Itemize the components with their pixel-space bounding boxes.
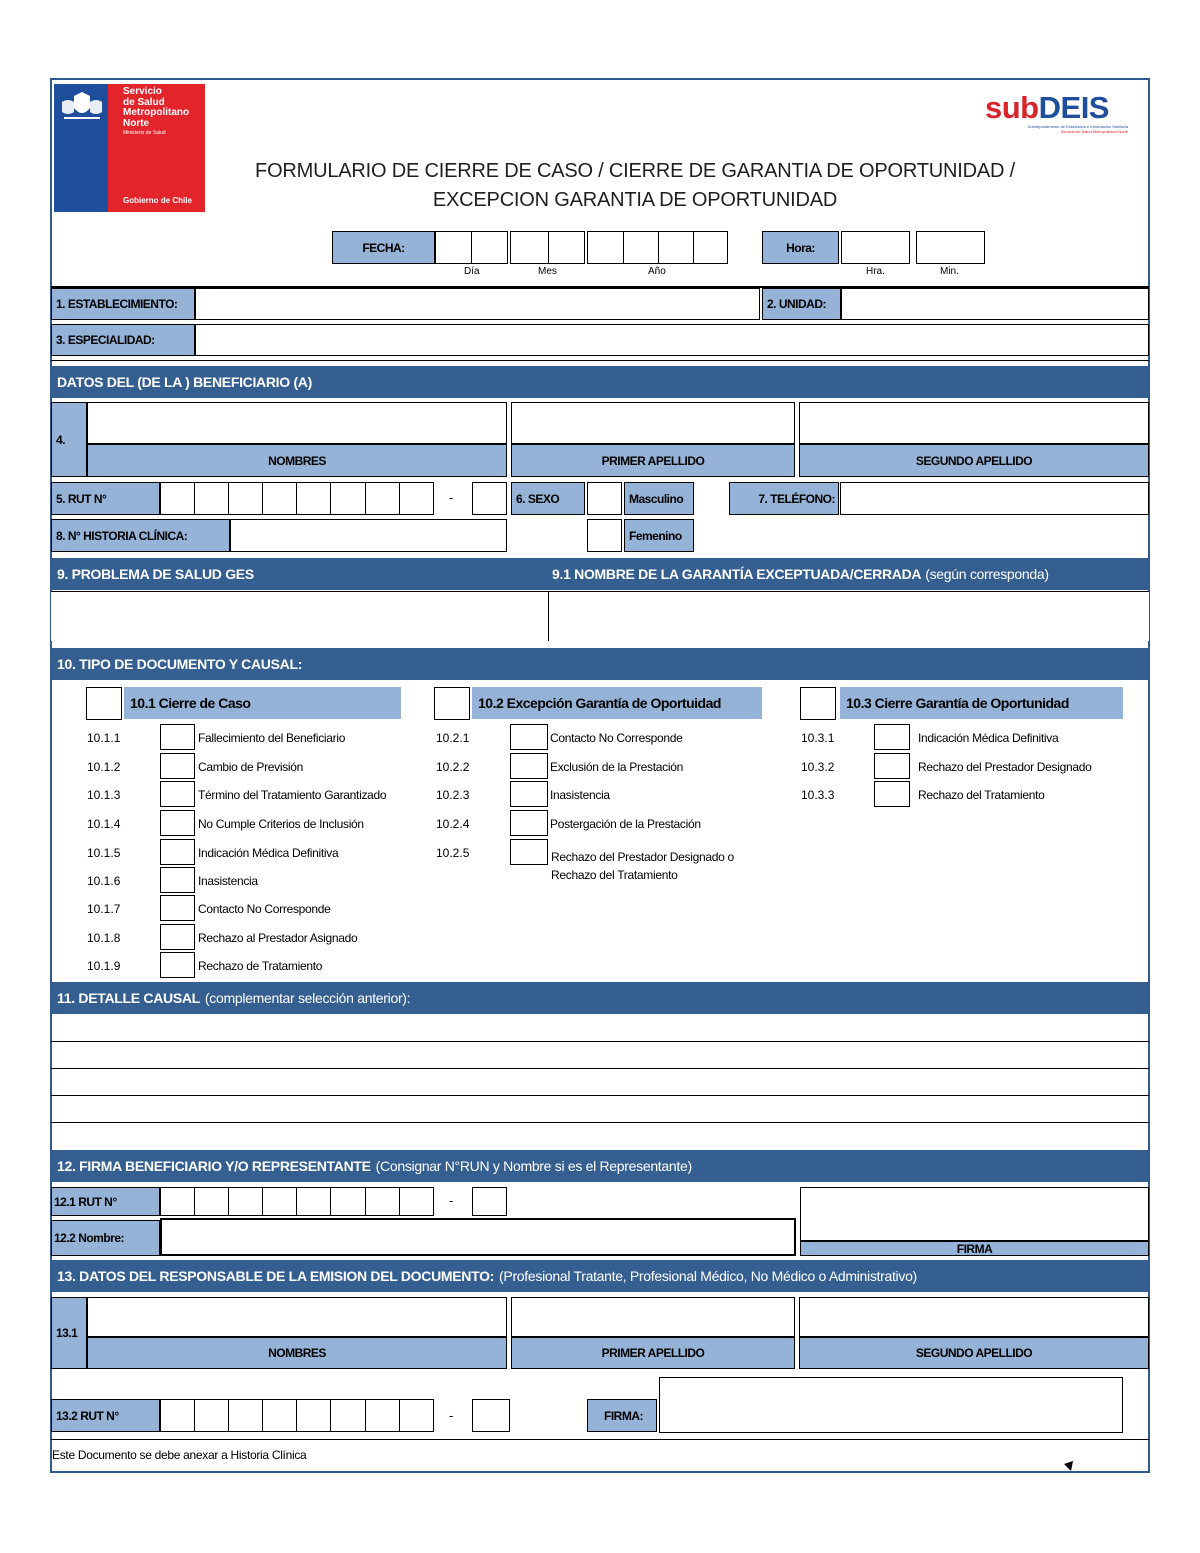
telefono-label: 7. TELÉFONO: bbox=[729, 482, 839, 515]
item-checkbox-10-2-4[interactable] bbox=[510, 810, 548, 836]
item-label: Indicación Médica Definitiva bbox=[198, 846, 339, 860]
garantia-field[interactable] bbox=[548, 591, 1149, 641]
item-label: Rechazo del Prestador Designado o bbox=[551, 850, 734, 864]
fecha-dia-1[interactable] bbox=[435, 231, 472, 264]
resp-rut-digit-4[interactable] bbox=[262, 1399, 297, 1432]
historia-clinica-label: 8. N° HISTORIA CLÍNICA: bbox=[51, 519, 230, 552]
hora-hra-field[interactable] bbox=[841, 231, 910, 264]
item-checkbox-10-2-3[interactable] bbox=[510, 781, 548, 807]
tipo-documento-title: 10. TIPO DE DOCUMENTO Y CAUSAL: bbox=[51, 648, 1149, 680]
item-code: 10.2.4 bbox=[436, 817, 470, 831]
rep-nombre-field[interactable] bbox=[160, 1218, 796, 1256]
item-checkbox-10-1-8[interactable] bbox=[160, 924, 195, 950]
fecha-mes-2[interactable] bbox=[548, 231, 585, 264]
item-code: 10.1.3 bbox=[87, 788, 121, 802]
beneficiario-section-title: DATOS DEL (DE LA ) BENEFICIARIO (A) bbox=[51, 366, 1149, 398]
masculino-checkbox[interactable] bbox=[587, 482, 622, 515]
item-checkbox-10-1-7[interactable] bbox=[160, 895, 195, 921]
excepcion-garantia-title: 10.2 Excepción Garantía de Oportuidad bbox=[472, 687, 762, 719]
rut-label: 5. RUT N° bbox=[51, 482, 160, 515]
resp-rut-digit-8[interactable] bbox=[399, 1399, 434, 1432]
item-checkbox-10-3-1[interactable] bbox=[874, 724, 910, 750]
item-checkbox-10-1-9[interactable] bbox=[160, 952, 195, 978]
item-label: No Cumple Criterios de Inclusión bbox=[198, 817, 364, 831]
item-label: Rechazo del Tratamiento bbox=[918, 788, 1045, 802]
item-checkbox-10-1-3[interactable] bbox=[160, 781, 195, 807]
item-checkbox-10-1-6[interactable] bbox=[160, 867, 195, 893]
resp-rut-dash: - bbox=[449, 1408, 454, 1423]
segundo-apellido-caption: SEGUNDO APELLIDO bbox=[799, 444, 1149, 477]
fecha-anio-3[interactable] bbox=[658, 231, 694, 264]
form-title-line2: EXCEPCION GARANTIA DE OPORTUNIDAD bbox=[432, 189, 838, 211]
item-code: 10.3.1 bbox=[801, 731, 835, 745]
item-label: Rechazo de Tratamiento bbox=[198, 959, 323, 973]
resp-rut-digit-5[interactable] bbox=[296, 1399, 331, 1432]
detalle-note: (complementar selección anterior): bbox=[204, 990, 411, 1006]
hora-min-field[interactable] bbox=[916, 231, 985, 264]
responsable-note: (Profesional Tratante, Profesional Médico, No Médico o Administrativo) bbox=[499, 1268, 917, 1284]
item-label: Inasistencia bbox=[198, 874, 258, 888]
rep-rut-label: 12.1 RUT N° bbox=[51, 1187, 160, 1216]
mes-caption: Mes bbox=[538, 266, 557, 277]
min-caption: Min. bbox=[940, 266, 959, 277]
firma-beneficiario-title bbox=[51, 1150, 1149, 1182]
item-code: 10.1.8 bbox=[87, 931, 121, 945]
rut-digit-2[interactable] bbox=[194, 482, 229, 515]
item-label: Postergación de la Prestación bbox=[550, 817, 701, 831]
responsable-primer-apellido-field[interactable] bbox=[511, 1297, 795, 1337]
fecha-anio-4[interactable] bbox=[693, 231, 728, 264]
femenino-checkbox[interactable] bbox=[587, 519, 622, 552]
coat-of-arms-icon bbox=[60, 90, 104, 124]
item-label: Inasistencia bbox=[550, 788, 610, 802]
cierre-garantia-title: 10.3 Cierre Garantía de Oportunidad bbox=[840, 687, 1123, 719]
responsable-firma-field[interactable] bbox=[659, 1377, 1123, 1433]
divider bbox=[51, 1439, 1149, 1440]
beneficiario-firma-field[interactable] bbox=[800, 1187, 1149, 1241]
item-code: 10.3.3 bbox=[801, 788, 835, 802]
item-code: 10.1.2 bbox=[87, 760, 121, 774]
gov-logo-line2: de Salud bbox=[123, 96, 165, 108]
segundo-apellido-field[interactable] bbox=[799, 402, 1149, 444]
establecimiento-field[interactable] bbox=[195, 288, 760, 320]
rut-digit-1[interactable] bbox=[160, 482, 195, 515]
detalle-line[interactable] bbox=[51, 1122, 1149, 1123]
anio-caption: Año bbox=[648, 266, 666, 277]
resp-rut-dv[interactable] bbox=[472, 1399, 510, 1432]
gov-logo-gobierno: Gobierno de Chile bbox=[123, 196, 192, 205]
gov-logo-line1: Servicio bbox=[123, 86, 162, 97]
rut-digit-5[interactable] bbox=[296, 482, 331, 515]
dia-caption: Día bbox=[464, 266, 480, 277]
telefono-field[interactable] bbox=[840, 482, 1149, 515]
responsable-nombres-field[interactable] bbox=[87, 1297, 507, 1337]
rut-digit-4[interactable] bbox=[262, 482, 297, 515]
unidad-field[interactable] bbox=[841, 288, 1149, 320]
rep-rut-digit-7[interactable] bbox=[365, 1187, 400, 1216]
rep-rut-dash: - bbox=[449, 1193, 454, 1208]
item-checkbox-10-2-1[interactable] bbox=[510, 724, 548, 750]
item-code: 10.2.3 bbox=[436, 788, 470, 802]
rut-digit-7[interactable] bbox=[365, 482, 400, 515]
rep-rut-digit-3[interactable] bbox=[228, 1187, 263, 1216]
item-label: Indicación Médica Definitiva bbox=[918, 731, 1059, 745]
resp-rut-digit-3[interactable] bbox=[228, 1399, 263, 1432]
garantia-note: (según corresponda) bbox=[925, 566, 1049, 582]
detalle-line[interactable] bbox=[51, 1041, 1149, 1042]
cierre-caso-title: 10.1 Cierre de Caso bbox=[124, 687, 401, 719]
subdeis-line1: Subdepartamento de Estadística e Información Sanitaria bbox=[1027, 124, 1128, 129]
garantia-title: 9.1 NOMBRE DE LA GARANTÍA EXCEPTUADA/CERRADA bbox=[552, 566, 922, 582]
item-checkbox-10-1-5[interactable] bbox=[160, 839, 195, 865]
item-code: 10.1.4 bbox=[87, 817, 121, 831]
gov-logo-line4: Norte bbox=[123, 117, 150, 129]
firma-beneficiario-note: (Consignar N°RUN y Nombre si es el Representante) bbox=[375, 1158, 692, 1174]
form-title-line1: FORMULARIO DE CIERRE DE CASO / CIERRE DE GARANTIA DE OPORTUNIDAD / bbox=[255, 160, 1015, 182]
item-checkbox-10-1-4[interactable] bbox=[160, 810, 195, 836]
nombres-field[interactable] bbox=[87, 402, 507, 444]
responsable-title: 13. DATOS DEL RESPONSABLE DE LA EMISION DEL DOCUMENTO: bbox=[57, 1268, 495, 1284]
rut-dash: - bbox=[449, 490, 454, 505]
subdeis-line2: Servicio de Salud Metropolitano Norte bbox=[1060, 129, 1128, 134]
nombres-caption: NOMBRES bbox=[87, 444, 507, 477]
problema-title: 9. PROBLEMA DE SALUD GES bbox=[57, 566, 254, 582]
historia-clinica-field[interactable] bbox=[230, 519, 507, 552]
primer-apellido-caption: PRIMER APELLIDO bbox=[511, 444, 795, 477]
detalle-section-title bbox=[51, 982, 1149, 1014]
detalle-line[interactable] bbox=[51, 1095, 1149, 1096]
gov-logo-ministry: Ministerio de Salud bbox=[123, 130, 166, 136]
rut-digit-6[interactable] bbox=[330, 482, 366, 515]
beneficiario-row-number: 4. bbox=[51, 402, 87, 477]
sexo-label: 6. SEXO bbox=[511, 482, 585, 515]
cierre-caso-checkbox[interactable] bbox=[86, 687, 122, 720]
beneficiario-firma-caption: FIRMA bbox=[800, 1241, 1149, 1256]
rep-rut-digit-5[interactable] bbox=[296, 1187, 331, 1216]
item-checkbox-10-3-3[interactable] bbox=[874, 781, 910, 807]
item-label-line2: Rechazo del Tratamiento bbox=[551, 868, 678, 882]
cierre-garantia-checkbox[interactable] bbox=[800, 687, 836, 720]
subdeis-deis: DEIS bbox=[1038, 90, 1109, 125]
femenino-label: Femenino bbox=[624, 519, 694, 552]
item-checkbox-10-2-2[interactable] bbox=[510, 753, 548, 779]
rep-rut-dv[interactable] bbox=[472, 1187, 507, 1216]
responsable-nombres-caption: NOMBRES bbox=[87, 1337, 507, 1369]
hora-label: Hora: bbox=[762, 231, 839, 264]
problema-salud-field[interactable] bbox=[51, 591, 549, 641]
rep-rut-digit-2[interactable] bbox=[194, 1187, 229, 1216]
item-code: 10.3.2 bbox=[801, 760, 835, 774]
responsable-firma-label: FIRMA: bbox=[587, 1399, 657, 1432]
garantia-section-title bbox=[552, 558, 1049, 590]
fecha-dia-2[interactable] bbox=[471, 231, 508, 264]
item-label: Contacto No Corresponde bbox=[198, 902, 331, 916]
fecha-label: FECHA: bbox=[332, 231, 435, 264]
unidad-label: 2. UNIDAD: bbox=[762, 288, 841, 320]
item-code: 10.1.7 bbox=[87, 902, 121, 916]
fecha-anio-2[interactable] bbox=[623, 231, 659, 264]
responsable-segundo-apellido-field[interactable] bbox=[799, 1297, 1149, 1337]
subdeis-logo bbox=[985, 92, 1130, 140]
rep-rut-digit-4[interactable] bbox=[262, 1187, 297, 1216]
detalle-title: 11. DETALLE CAUSAL bbox=[57, 990, 200, 1006]
item-label: Rechazo del Prestador Designado bbox=[918, 760, 1092, 774]
establecimiento-label: 1. ESTABLECIMIENTO: bbox=[51, 288, 195, 320]
detalle-line[interactable] bbox=[51, 1068, 1149, 1069]
item-code: 10.1.6 bbox=[87, 874, 121, 888]
fecha-mes-1[interactable] bbox=[510, 231, 549, 264]
rep-rut-digit-6[interactable] bbox=[330, 1187, 366, 1216]
rut-dv[interactable] bbox=[472, 482, 507, 515]
especialidad-field[interactable] bbox=[195, 324, 1149, 356]
divider bbox=[51, 360, 1149, 361]
responsable-section-title bbox=[51, 1260, 1149, 1292]
hra-caption: Hra. bbox=[866, 266, 885, 277]
item-code: 10.2.2 bbox=[436, 760, 470, 774]
item-code: 10.2.5 bbox=[436, 846, 470, 860]
rep-rut-digit-1[interactable] bbox=[160, 1187, 195, 1216]
item-label: Rechazo al Prestador Asignado bbox=[198, 931, 358, 945]
item-label: Exclusión de la Prestación bbox=[550, 760, 683, 774]
item-label: Término del Tratamiento Garantizado bbox=[198, 788, 387, 802]
item-checkbox-10-1-1[interactable] bbox=[160, 724, 195, 750]
resp-rut-digit-2[interactable] bbox=[194, 1399, 229, 1432]
item-code: 10.1.5 bbox=[87, 846, 121, 860]
gov-logo bbox=[54, 84, 205, 212]
responsable-row-number: 13.1 bbox=[51, 1297, 87, 1369]
item-checkbox-10-3-2[interactable] bbox=[874, 753, 910, 779]
responsable-segundo-apellido-caption: SEGUNDO APELLIDO bbox=[799, 1337, 1149, 1369]
rut-digit-3[interactable] bbox=[228, 482, 263, 515]
rut-digit-8[interactable] bbox=[399, 482, 434, 515]
rep-nombre-label: 12.2 Nombre: bbox=[51, 1220, 160, 1256]
primer-apellido-field[interactable] bbox=[511, 402, 795, 444]
item-code: 10.1.9 bbox=[87, 959, 121, 973]
item-code: 10.2.1 bbox=[436, 731, 470, 745]
item-label: Fallecimiento del Beneficiario bbox=[198, 731, 346, 745]
item-checkbox-10-1-2[interactable] bbox=[160, 753, 195, 779]
item-label: Cambio de Previsión bbox=[198, 760, 304, 774]
subdeis-sub: sub bbox=[985, 90, 1039, 125]
especialidad-label: 3. ESPECIALIDAD: bbox=[51, 324, 195, 356]
item-code: 10.1.1 bbox=[87, 731, 121, 745]
masculino-label: Masculino bbox=[624, 482, 694, 515]
fecha-anio-1[interactable] bbox=[587, 231, 624, 264]
firma-beneficiario-heading: 12. FIRMA BENEFICIARIO Y/O REPRESENTANTE bbox=[57, 1158, 371, 1174]
footer-note: Este Documento se debe anexar a Historia Clínica bbox=[52, 1448, 307, 1462]
item-label: Contacto No Corresponde bbox=[550, 731, 683, 745]
responsable-primer-apellido-caption: PRIMER APELLIDO bbox=[511, 1337, 795, 1369]
cursor-arrow-icon bbox=[1063, 1460, 1077, 1472]
excepcion-garantia-checkbox[interactable] bbox=[434, 687, 470, 720]
rep-rut-digit-8[interactable] bbox=[399, 1187, 434, 1216]
responsable-rut-label: 13.2 RUT N° bbox=[51, 1399, 160, 1432]
gov-logo-line3: Metropolitano bbox=[123, 107, 190, 118]
resp-rut-digit-1[interactable] bbox=[160, 1399, 195, 1432]
item-checkbox-10-2-5[interactable] bbox=[510, 839, 548, 865]
resp-rut-digit-7[interactable] bbox=[365, 1399, 400, 1432]
resp-rut-digit-6[interactable] bbox=[330, 1399, 366, 1432]
